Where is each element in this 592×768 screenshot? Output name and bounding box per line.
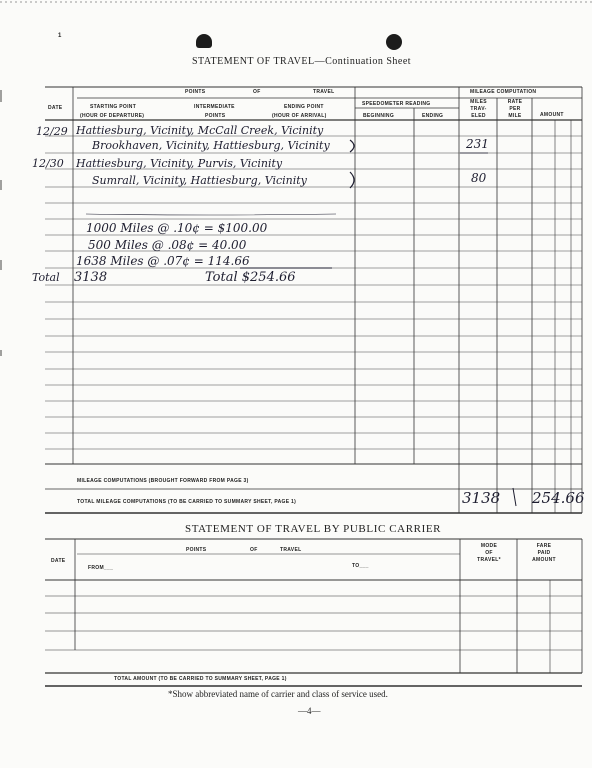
page-corner-mark: 1 xyxy=(58,33,62,39)
total-label: Total xyxy=(32,271,60,284)
header-miles-traveled: MILES TRAV- ELED xyxy=(470,99,487,119)
seal-logo-right xyxy=(386,34,402,50)
header-mileage-computation: MILEAGE COMPUTATION xyxy=(470,89,537,95)
entry-2-date: 12/30 xyxy=(32,157,64,170)
header-intermediate: INTERMEDIATE xyxy=(194,104,235,110)
header-rate-per-mile: RATE PER MILE xyxy=(507,99,523,119)
pc-header-of: OF xyxy=(250,547,258,553)
entry-1-line2: Brookhaven, Vicinity, Hattiesburg, Vicinity xyxy=(92,139,330,152)
pc-from: FROM___ xyxy=(88,565,114,571)
entry-2-line1: Hattiesburg, Vicinity, Purvis, Vicinity xyxy=(76,157,283,170)
header-intermediate-points: POINTS xyxy=(205,113,226,119)
brought-forward-label: MILEAGE COMPUTATIONS (BROUGHT FORWARD FROM PAGE 3) xyxy=(77,478,249,484)
entry-1-miles: 231 xyxy=(466,137,489,151)
total-mileage-label: TOTAL MILEAGE COMPUTATIONS (TO BE CARRIED TO SUMMARY SHEET, PAGE 1) xyxy=(77,499,297,505)
footnote: *Show abbreviated name of carrier and class of service used. xyxy=(168,689,388,699)
header-amount: AMOUNT xyxy=(540,112,564,118)
entry-2-miles: 80 xyxy=(471,171,487,185)
seal-logo-left xyxy=(196,34,212,48)
pc-total-amount-label: TOTAL AMOUNT (TO BE CARRIED TO SUMMARY SHEET, PAGE 1) xyxy=(114,676,287,682)
header-hour-departure: (HOUR OF DEPARTURE) xyxy=(80,113,145,119)
header-hour-arrival: (HOUR OF ARRIVAL) xyxy=(272,113,327,119)
header-ending-point: ENDING POINT xyxy=(284,104,324,110)
total-mileage-amount: 254.66 xyxy=(532,489,585,507)
header-points: POINTS xyxy=(185,89,206,95)
pc-to: TO___ xyxy=(352,563,369,569)
public-carrier-title: STATEMENT OF TRAVEL BY PUBLIC CARRIER xyxy=(185,523,442,535)
entry-1-line1: Hattiesburg, Vicinity, McCall Creek, Vicinity xyxy=(76,124,324,137)
pc-header-date: DATE xyxy=(51,558,66,564)
header-starting-point: STARTING POINT xyxy=(90,104,137,110)
header-of: OF xyxy=(253,89,261,95)
header-speedometer: SPEEDOMETER READING xyxy=(362,101,431,107)
pc-header-mode: MODE OF TRAVEL* xyxy=(477,543,501,563)
total-mileage-miles: 3138 xyxy=(462,489,501,507)
page-number: —4— xyxy=(298,706,321,716)
pc-header-fare: FARE PAID AMOUNT xyxy=(532,543,556,563)
pc-header-travel: TRAVEL xyxy=(280,547,302,553)
total-miles-handwritten: 3138 xyxy=(74,270,108,285)
total-amount-handwritten: Total $254.66 xyxy=(205,270,296,285)
computation-line-2: 500 Miles @ .08¢ = 40.00 xyxy=(88,238,247,252)
form-title: STATEMENT OF TRAVEL—Continuation Sheet xyxy=(192,56,412,67)
computation-line-3: 1638 Miles @ .07¢ = 114.66 xyxy=(76,254,250,268)
entry-1-date: 12/29 xyxy=(36,125,68,138)
pc-header-points: POINTS xyxy=(186,547,207,553)
entry-2-line2: Sumrall, Vicinity, Hattiesburg, Vicinity xyxy=(92,174,307,187)
header-beginning: BEGINNING xyxy=(363,113,395,119)
header-travel: TRAVEL xyxy=(313,89,335,95)
header-ending: ENDING xyxy=(422,113,444,119)
computation-line-1: 1000 Miles @ .10¢ = $100.00 xyxy=(86,221,268,235)
header-date: DATE xyxy=(48,105,63,111)
